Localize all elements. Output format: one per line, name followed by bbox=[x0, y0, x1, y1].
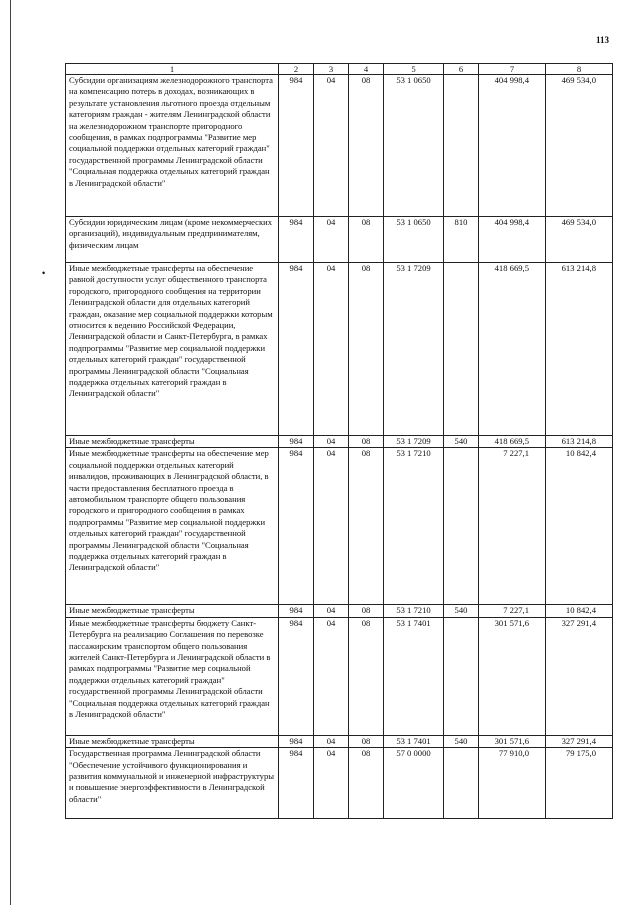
subsection-code: 08 bbox=[349, 735, 384, 747]
amount-col8: 327 291,4 bbox=[546, 617, 613, 735]
column-header: 3 bbox=[314, 64, 349, 75]
stray-mark: • bbox=[42, 268, 46, 278]
table-header-row bbox=[66, 64, 613, 75]
budget-table bbox=[65, 63, 613, 819]
table-row bbox=[66, 263, 613, 436]
column-header: 5 bbox=[384, 64, 444, 75]
amount-col8: 469 534,0 bbox=[546, 75, 613, 217]
column-header: 1 bbox=[66, 64, 279, 75]
page-binding-edge bbox=[10, 0, 11, 905]
expense-type-code bbox=[444, 75, 479, 217]
target-article-code: 53 1 7209 bbox=[384, 263, 444, 436]
section-code: 04 bbox=[314, 735, 349, 747]
amount-col7: 301 571,6 bbox=[479, 735, 546, 747]
target-article-code: 57 0 0000 bbox=[384, 748, 444, 819]
ministry-code: 984 bbox=[279, 263, 314, 436]
column-header: 8 bbox=[546, 64, 613, 75]
section-code: 04 bbox=[314, 436, 349, 448]
row-description: Иные межбюджетные трансферты на обеспечение мер социальной поддержки отдельных категорий инвалидов, проживающих в Ленинградской области, в части предоставления бесплатного проезда в автомобильном транспорте общего пользования городского и пригородного сообщения в рамках подпрограммы "Развитие мер социальной поддержки отдельных категорий граждан" государственной программы Ленинградской области "Социальная поддержка отдельных категорий граждан в Ленинградской области" bbox=[66, 448, 279, 605]
row-description: Иные межбюджетные трансферты на обеспечение равной доступности услуг общественного транспорта городского, пригородного сообщения на территории Ленинградской области для отдельных категорий граждан, оказание мер социальной поддержки которым относится к ведению Российской Федерации, Ленинградской области и Санкт-Петербурга, в рамках подпрограммы "Развитие мер социальной поддержки отдельных категорий граждан" государственной программы Ленинградской области "Социальная поддержка отдельных категорий граждан в Ленинградской области" bbox=[66, 263, 279, 436]
section-code: 04 bbox=[314, 448, 349, 605]
ministry-code: 984 bbox=[279, 748, 314, 819]
subsection-code: 08 bbox=[349, 448, 384, 605]
section-code: 04 bbox=[314, 75, 349, 217]
row-description: Иные межбюджетные трансферты bbox=[66, 605, 279, 617]
subsection-code: 08 bbox=[349, 217, 384, 263]
ministry-code: 984 bbox=[279, 448, 314, 605]
target-article-code: 53 1 0650 bbox=[384, 75, 444, 217]
section-code: 04 bbox=[314, 605, 349, 617]
subsection-code: 08 bbox=[349, 617, 384, 735]
table-row bbox=[66, 605, 613, 617]
row-description: Иные межбюджетные трансферты bbox=[66, 735, 279, 747]
ministry-code: 984 bbox=[279, 605, 314, 617]
expense-type-code: 810 bbox=[444, 217, 479, 263]
expense-type-code: 540 bbox=[444, 735, 479, 747]
subsection-code: 08 bbox=[349, 263, 384, 436]
amount-col8: 327 291,4 bbox=[546, 735, 613, 747]
column-header: 6 bbox=[444, 64, 479, 75]
column-header: 4 bbox=[349, 64, 384, 75]
ministry-code: 984 bbox=[279, 617, 314, 735]
row-description: Государственная программа Ленинградской области "Обеспечение устойчивого функционирования и развития коммунальной и инженерной инфраструктуры и повышение энергоэффективности в Ленинградской области" bbox=[66, 748, 279, 819]
row-description: Иные межбюджетные трансферты bbox=[66, 436, 279, 448]
expense-type-code: 540 bbox=[444, 605, 479, 617]
amount-col7: 418 669,5 bbox=[479, 436, 546, 448]
expense-type-code: 540 bbox=[444, 436, 479, 448]
subsection-code: 08 bbox=[349, 748, 384, 819]
table-row bbox=[66, 217, 613, 263]
target-article-code: 53 1 7401 bbox=[384, 735, 444, 747]
table-row bbox=[66, 735, 613, 747]
row-description: Иные межбюджетные трансферты бюджету Санкт-Петербурга на реализацию Соглашения по перевозке пассажирским транспортом общего пользования жителей Санкт-Петербурга и Ленинградской области в рамках подпрограммы "Развитие мер социальной поддержки отдельных категорий граждан" государственной программы Ленинградской области "Социальная поддержка отдельных категорий граждан в Ленинградской области" bbox=[66, 617, 279, 735]
target-article-code: 53 1 7210 bbox=[384, 605, 444, 617]
amount-col7: 404 998,4 bbox=[479, 217, 546, 263]
amount-col7: 77 910,0 bbox=[479, 748, 546, 819]
ministry-code: 984 bbox=[279, 217, 314, 263]
expense-type-code bbox=[444, 748, 479, 819]
expense-type-code bbox=[444, 263, 479, 436]
section-code: 04 bbox=[314, 617, 349, 735]
amount-col8: 613 214,8 bbox=[546, 436, 613, 448]
table-row bbox=[66, 436, 613, 448]
target-article-code: 53 1 0650 bbox=[384, 217, 444, 263]
target-article-code: 53 1 7210 bbox=[384, 448, 444, 605]
subsection-code: 08 bbox=[349, 436, 384, 448]
table-row bbox=[66, 748, 613, 819]
section-code: 04 bbox=[314, 263, 349, 436]
amount-col7: 301 571,6 bbox=[479, 617, 546, 735]
target-article-code: 53 1 7209 bbox=[384, 436, 444, 448]
amount-col8: 10 842,4 bbox=[546, 448, 613, 605]
expense-type-code bbox=[444, 448, 479, 605]
section-code: 04 bbox=[314, 217, 349, 263]
amount-col8: 469 534,0 bbox=[546, 217, 613, 263]
column-header: 2 bbox=[279, 64, 314, 75]
amount-col7: 7 227,1 bbox=[479, 448, 546, 605]
ministry-code: 984 bbox=[279, 735, 314, 747]
table-row bbox=[66, 75, 613, 217]
amount-col8: 79 175,0 bbox=[546, 748, 613, 819]
row-description: Субсидии юридическим лицам (кроме некоммерческих организаций), индивидуальным предпринимателям, физическим лицам bbox=[66, 217, 279, 263]
target-article-code: 53 1 7401 bbox=[384, 617, 444, 735]
subsection-code: 08 bbox=[349, 75, 384, 217]
amount-col8: 613 214,8 bbox=[546, 263, 613, 436]
section-code: 04 bbox=[314, 748, 349, 819]
amount-col7: 404 998,4 bbox=[479, 75, 546, 217]
amount-col7: 7 227,1 bbox=[479, 605, 546, 617]
subsection-code: 08 bbox=[349, 605, 384, 617]
row-description: Субсидии организациям железнодорожного транспорта на компенсацию потерь в доходах, возникающих в результате установления льготного проезда отдельным категориям граждан - жителям Ленинградской области на железнодорожном транспорте пригородного сообщения, в рамках подпрограммы "Развитие мер социальной поддержки отдельных категорий граждан" государственной программы Ленинградской области "Социальная поддержка отдельных категорий граждан в Ленинградской области" bbox=[66, 75, 279, 217]
amount-col8: 10 842,4 bbox=[546, 605, 613, 617]
table-row bbox=[66, 617, 613, 735]
ministry-code: 984 bbox=[279, 75, 314, 217]
expense-type-code bbox=[444, 617, 479, 735]
page-number: 113 bbox=[596, 35, 610, 45]
amount-col7: 418 669,5 bbox=[479, 263, 546, 436]
table-row bbox=[66, 448, 613, 605]
ministry-code: 984 bbox=[279, 436, 314, 448]
column-header: 7 bbox=[479, 64, 546, 75]
